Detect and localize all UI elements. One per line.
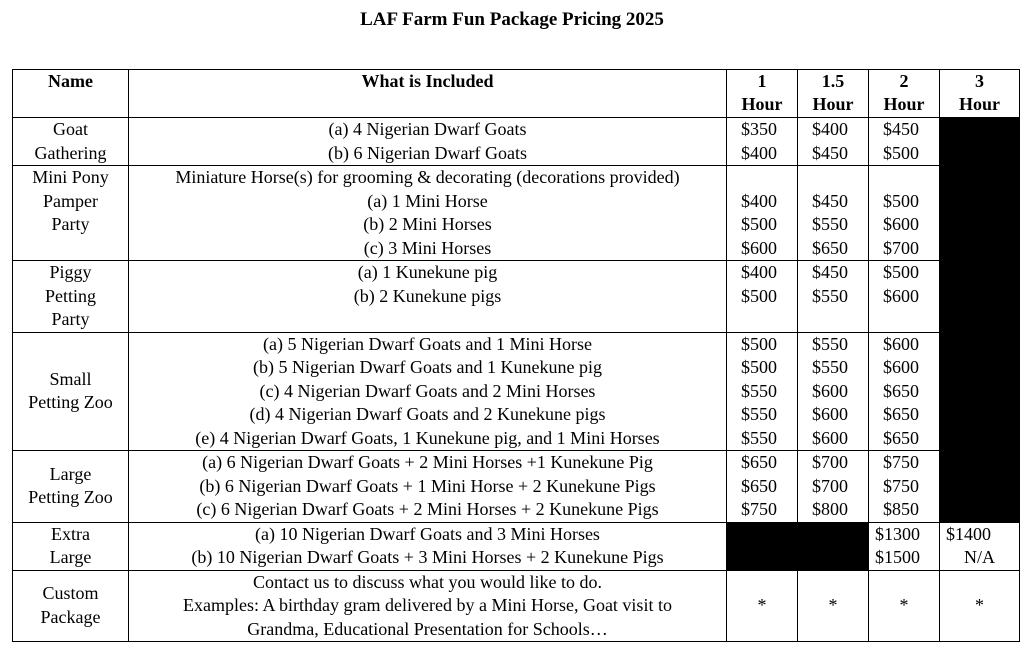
header-3-hour: 3 Hour	[940, 70, 1020, 118]
package-items: Contact us to discuss what you would like to do. Examples: A birthday gram delivered by a Mini Horse, Goat visit to Grandma, Educational Presentation for Schools…	[129, 570, 727, 642]
unavailable-cell	[727, 522, 798, 570]
price-2-hour: $500 $600 $700	[869, 166, 940, 261]
unavailable-cell	[940, 166, 1020, 261]
table-row	[13, 522, 1020, 570]
header-included: What is Included	[129, 70, 727, 118]
package-name: Small Petting Zoo	[13, 332, 129, 451]
price-2-hour: $750 $750 $850	[869, 451, 940, 523]
price-2-hour: *	[869, 570, 940, 642]
unavailable-cell	[798, 522, 869, 570]
price-1-hour: $400 $500 $600	[727, 166, 798, 261]
package-items: (a) 6 Nigerian Dwarf Goats + 2 Mini Horses +1 Kunekune Pig (b) 6 Nigerian Dwarf Goats + 1 Mini Horse + 2 Kunekune Pigs (c) 6 Nigerian Dwarf Goats + 2 Mini Horses + 2 Kunekune Pigs	[129, 451, 727, 523]
package-items: Miniature Horse(s) for grooming & decorating (decorations provided) (a) 1 Mini Horse (b) 2 Mini Horses (c) 3 Mini Horses	[129, 166, 727, 261]
package-name: Mini Pony Pamper Party	[13, 166, 129, 261]
header-1-5-hour: 1.5 Hour	[798, 70, 869, 118]
package-name: Piggy Petting Party	[13, 261, 129, 333]
header-name: Name	[13, 70, 129, 118]
price-1-5-hour: $550 $550 $600 $600 $600	[798, 332, 869, 451]
package-items: (a) 5 Nigerian Dwarf Goats and 1 Mini Horse (b) 5 Nigerian Dwarf Goats and 1 Kunekune pig (c) 4 Nigerian Dwarf Goats and 2 Mini Horses (d) 4 Nigerian Dwarf Goats and 2 Kunekune pigs (e) 4 Nigerian Dwarf Goats, 1 Kunekune pig, and 1 Mini Horses	[129, 332, 727, 451]
price-2-hour: $500 $600	[869, 261, 940, 333]
package-name: Custom Package	[13, 570, 129, 642]
unavailable-cell	[940, 261, 1020, 333]
package-name: Goat Gathering	[13, 118, 129, 166]
table-row	[13, 570, 1020, 642]
page-title: LAF Farm Fun Package Pricing 2025	[360, 9, 664, 30]
price-1-5-hour: $700 $700 $800	[798, 451, 869, 523]
table-row	[13, 118, 1020, 166]
unavailable-cell	[940, 332, 1020, 451]
package-items: (a) 4 Nigerian Dwarf Goats (b) 6 Nigerian Dwarf Goats	[129, 118, 727, 166]
header-row	[13, 70, 1020, 118]
price-1-hour: *	[727, 570, 798, 642]
table-row	[13, 261, 1020, 333]
price-1-5-hour: $450 $550	[798, 261, 869, 333]
price-2-hour: $450 $500	[869, 118, 940, 166]
price-2-hour: $1300 $1500	[869, 522, 940, 570]
price-1-5-hour: $450 $550 $650	[798, 166, 869, 261]
pricing-table	[12, 69, 1020, 642]
package-name: Large Petting Zoo	[13, 451, 129, 523]
price-3-hour: *	[940, 570, 1020, 642]
unavailable-cell	[940, 118, 1020, 166]
package-items: (a) 1 Kunekune pig (b) 2 Kunekune pigs	[129, 261, 727, 333]
price-1-hour: $400 $500	[727, 261, 798, 333]
table-row	[13, 451, 1020, 523]
table-row	[13, 166, 1020, 261]
price-2-hour: $600 $600 $650 $650 $650	[869, 332, 940, 451]
package-name: Extra Large	[13, 522, 129, 570]
price-1-hour: $650 $650 $750	[727, 451, 798, 523]
header-2-hour: 2 Hour	[869, 70, 940, 118]
price-1-hour: $350 $400	[727, 118, 798, 166]
unavailable-cell	[940, 451, 1020, 523]
package-items: (a) 10 Nigerian Dwarf Goats and 3 Mini Horses (b) 10 Nigerian Dwarf Goats + 3 Mini Horses + 2 Kunekune Pigs	[129, 522, 727, 570]
table-row	[13, 332, 1020, 451]
price-1-5-hour: *	[798, 570, 869, 642]
price-1-hour: $500 $500 $550 $550 $550	[727, 332, 798, 451]
header-1-hour: 1 Hour	[727, 70, 798, 118]
price-1-5-hour: $400 $450	[798, 118, 869, 166]
price-3-hour: $1400 N/A	[940, 522, 1020, 570]
